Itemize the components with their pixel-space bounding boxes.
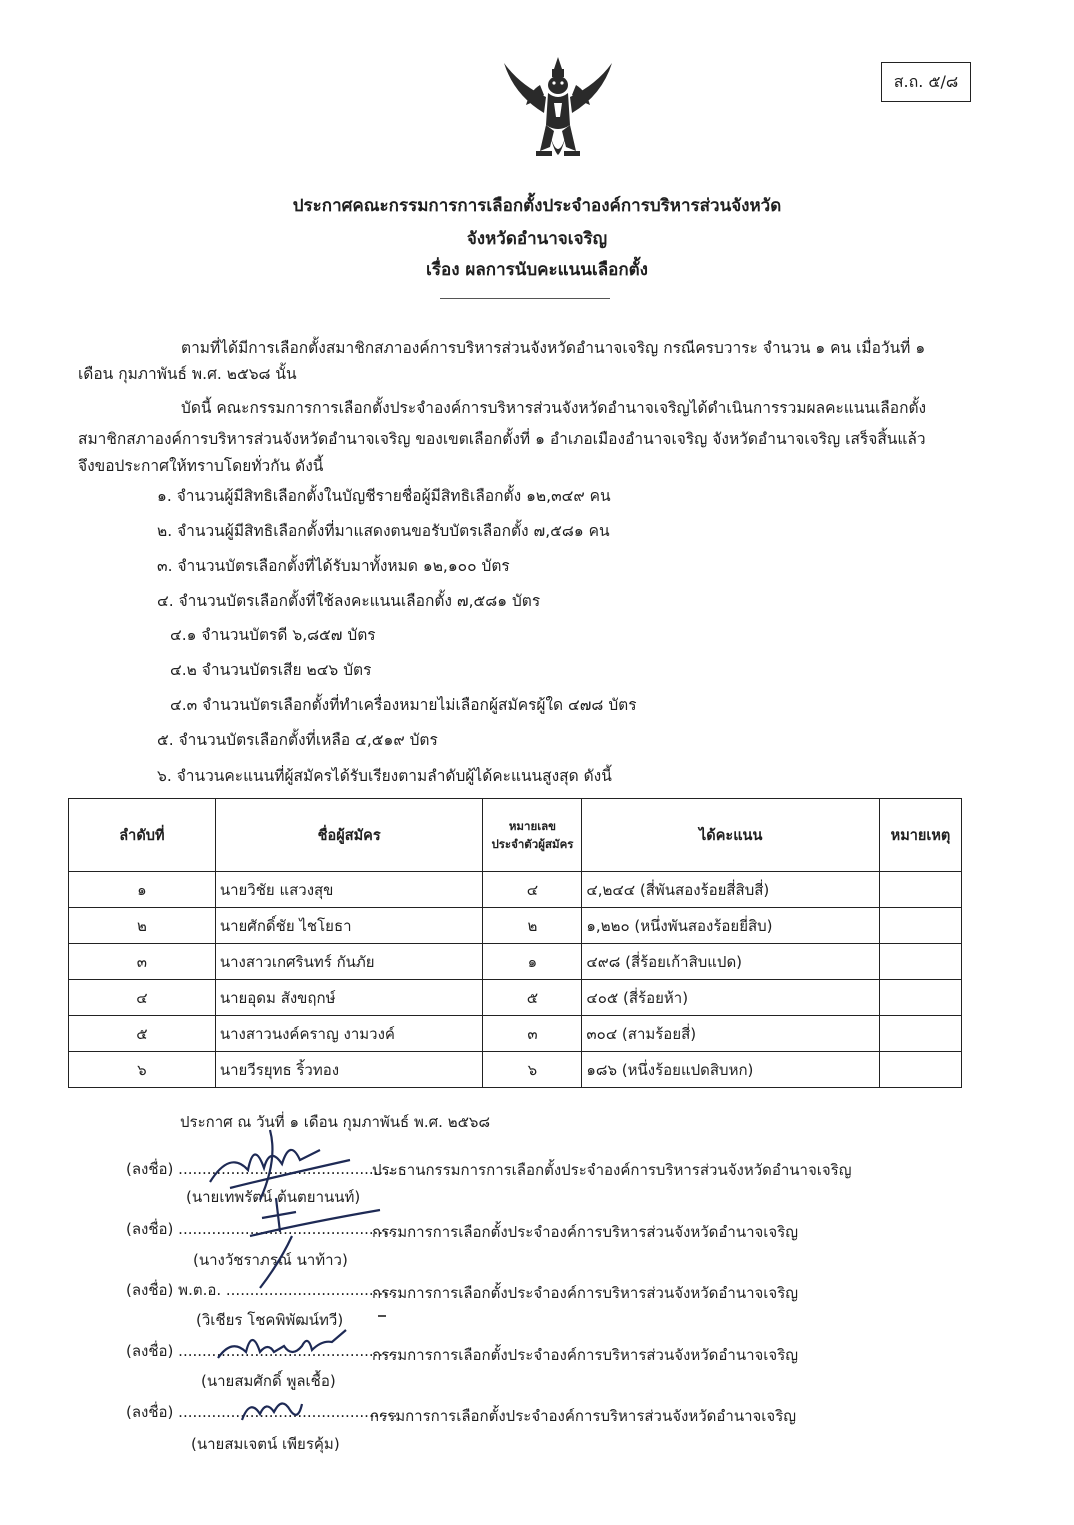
cell-remark	[880, 872, 962, 908]
signature-prefix: (ลงชื่อ) ..............................................	[126, 1342, 398, 1360]
announcement-date: ประกาศ ณ วันที่ ๑ เดือน กุมภาพันธ์ พ.ศ. ๒๕๖๘	[180, 1113, 491, 1131]
cell-votes: ๑๘๖ (หนึ่งร้อยแปดสิบหก)	[582, 1052, 880, 1088]
cell-votes: ๑,๒๒๐ (หนึ่งพันสองร้อยยี่สิบ)	[582, 908, 880, 944]
column-header-number-line-1: หมายเลข	[508, 819, 557, 833]
header-subject: เรื่อง ผลการนับคะแนนเลือกตั้ง	[426, 260, 648, 280]
cell-rank: ๑	[69, 872, 216, 908]
cell-remark	[880, 908, 962, 944]
signature-title: กรรมการการเลือกตั้งประจำองค์การบริหารส่วนจังหวัดอำนาจเจริญ	[372, 1284, 799, 1302]
signatory-name: (นายเทพรัตน์ ต้นตยานนท์)	[186, 1188, 361, 1206]
cell-number: ๓	[483, 1016, 582, 1052]
signatory-name: (นายสมศักดิ์ พูลเชื้อ)	[201, 1372, 336, 1390]
signature-title: กรรมการการเลือกตั้งประจำองค์การบริหารส่วนจังหวัดอำนาจเจริญ	[372, 1223, 799, 1241]
cell-name: นางสาวนงค์คราญ งามวงค์	[215, 1016, 483, 1052]
signature-title: ประธานกรรมการการเลือกตั้งประจำองค์การบริหารส่วนจังหวัดอำนาจเจริญ	[372, 1161, 852, 1179]
cell-votes: ๔๙๘ (สี่ร้อยเก้าสิบแปด)	[582, 944, 880, 980]
cell-name: นางสาวเกศรินทร์ กันภัย	[215, 944, 483, 980]
header-divider	[440, 298, 610, 299]
table-row	[69, 1052, 962, 1088]
cell-rank: ๖	[69, 1052, 216, 1088]
cell-remark	[880, 1052, 962, 1088]
cell-number: ๒	[483, 908, 582, 944]
paragraph-2-line-3: จึงขอประกาศให้ทราบโดยทั่วกัน ดังนี้	[78, 457, 324, 475]
cell-number: ๔	[483, 872, 582, 908]
cell-remark	[880, 1016, 962, 1052]
column-header-votes: ได้คะแนน	[582, 799, 880, 872]
table-row	[69, 908, 962, 944]
garuda-emblem-icon	[500, 55, 616, 167]
signatory-name: (วิเชียร โชคพิพัฒน์ทวี)	[196, 1311, 344, 1329]
paragraph-2-line-1: บัดนี้ คณะกรรมการการเลือกตั้งประจำองค์การบริหารส่วนจังหวัดอำนาจเจริญได้ดำเนินการรวมผลคะแนนเลือกตั้ง	[181, 399, 927, 417]
cell-number: ๕	[483, 980, 582, 1016]
result-subitem: ๔.๑ จำนวนบัตรดี ๖,๘๕๗ บัตร	[170, 626, 376, 644]
paragraph-1-line-2: เดือน กุมภาพันธ์ พ.ศ. ๒๕๖๘ นั้น	[78, 365, 297, 383]
cell-rank: ๕	[69, 1016, 216, 1052]
paragraph-2-line-2: สมาชิกสภาองค์การบริหารส่วนจังหวัดอำนาจเจริญ ของเขตเลือกตั้งที่ ๑ อำเภอเมืองอำนาจเจริญ จังหวัดอำนาจเจริญ เสร็จสิ้นแล้ว	[78, 430, 926, 448]
table-row	[69, 980, 962, 1016]
signatory-name: (นางวัชราภรณ์ นาท้าว)	[193, 1251, 348, 1269]
result-item: ๒. จำนวนผู้มีสิทธิเลือกตั้งที่มาแสดงตนขอรับบัตรเลือกตั้ง ๗,๕๘๑ คน	[157, 522, 610, 540]
result-item: ๖. จำนวนคะแนนที่ผู้สมัครได้รับเรียงตามลำดับผู้ได้คะแนนสูงสุด ดังนี้	[157, 767, 612, 785]
cell-remark	[880, 980, 962, 1016]
candidate-results-table	[68, 798, 962, 1088]
table-header-row	[69, 799, 962, 872]
cell-name: นายศักดิ์ชัย ไชโยธา	[215, 908, 483, 944]
result-subitem: ๔.๓ จำนวนบัตรเลือกตั้งที่ทำเครื่องหมายไม่เลือกผู้สมัครผู้ใด ๔๗๘ บัตร	[170, 696, 637, 714]
cell-votes: ๓๐๔ (สามร้อยสี่)	[582, 1016, 880, 1052]
column-header-rank: ลำดับที่	[69, 799, 216, 872]
signature-scribble-4-icon	[236, 1392, 306, 1426]
result-item: ๑. จำนวนผู้มีสิทธิเลือกตั้งในบัญชีรายชื่อผู้มีสิทธิเลือกตั้ง ๑๒,๓๔๙ คน	[157, 487, 611, 505]
cell-number: ๑	[483, 944, 582, 980]
column-header-remark: หมายเหตุ	[880, 799, 962, 872]
result-item: ๓. จำนวนบัตรเลือกตั้งที่ได้รับมาทั้งหมด ๑๒,๑๐๐ บัตร	[157, 557, 510, 575]
cell-name: นายวีรยุทธ ริ้วทอง	[215, 1052, 483, 1088]
column-header-number	[483, 799, 582, 872]
cell-name: นายวิชัย แสวงสุข	[215, 872, 483, 908]
signature-prefix: (ลงชื่อ) พ.ต.อ. ....................................	[126, 1281, 398, 1299]
cell-rank: ๓	[69, 944, 216, 980]
signature-scribble-3-icon	[212, 1318, 352, 1368]
table-row	[69, 1016, 962, 1052]
cell-rank: ๔	[69, 980, 216, 1016]
signature-prefix: (ลงชื่อ) ..............................................	[126, 1403, 398, 1421]
column-header-name: ชื่อผู้สมัคร	[215, 799, 483, 872]
dot-mark-icon	[376, 1312, 388, 1320]
table-row	[69, 944, 962, 980]
cell-votes: ๔,๒๔๔ (สี่พันสองร้อยสี่สิบสี่)	[582, 872, 880, 908]
header-line-2: จังหวัดอำนาจเจริญ	[466, 229, 608, 249]
signature-scribble-2-icon	[240, 1192, 390, 1292]
cell-name: นายอุดม สังขฤกษ์	[215, 980, 483, 1016]
signatory-name: (นายสมเจตน์ เพียรคุ้ม)	[191, 1435, 340, 1453]
result-subitem: ๔.๒ จำนวนบัตรเสีย ๒๔๖ บัตร	[170, 661, 372, 679]
form-code-box: ส.ถ. ๕/๘	[881, 62, 971, 102]
paragraph-1-line-1: ตามที่ได้มีการเลือกตั้งสมาชิกสภาองค์การบริหารส่วนจังหวัดอำนาจเจริญ กรณีครบวาระ จำนวน ๑ คน เมื่อวันที่ ๑	[181, 339, 926, 357]
signature-prefix: (ลงชื่อ) ..............................................	[126, 1160, 398, 1178]
cell-rank: ๒	[69, 908, 216, 944]
cell-votes: ๔๐๕ (สี่ร้อยห้า)	[582, 980, 880, 1016]
result-item: ๕. จำนวนบัตรเลือกตั้งที่เหลือ ๔,๕๑๙ บัตร	[157, 731, 438, 749]
signature-title: กรรมการการเลือกตั้งประจำองค์การบริหารส่วนจังหวัดอำนาจเจริญ	[372, 1346, 799, 1364]
signature-prefix: (ลงชื่อ) ..............................................	[126, 1220, 398, 1238]
column-header-number-line-2: ประจำตัวผู้สมัคร	[491, 837, 574, 851]
cell-number: ๖	[483, 1052, 582, 1088]
header-line-1: ประกาศคณะกรรมการการเลือกตั้งประจำองค์การบริหารส่วนจังหวัด	[292, 196, 782, 216]
table-row	[69, 872, 962, 908]
signature-title: กรรมการการเลือกตั้งประจำองค์การบริหารส่วนจังหวัดอำนาจเจริญ	[370, 1407, 797, 1425]
result-item: ๔. จำนวนบัตรเลือกตั้งที่ใช้ลงคะแนนเลือกตั้ง ๗,๕๘๑ บัตร	[157, 592, 541, 610]
cell-remark	[880, 944, 962, 980]
